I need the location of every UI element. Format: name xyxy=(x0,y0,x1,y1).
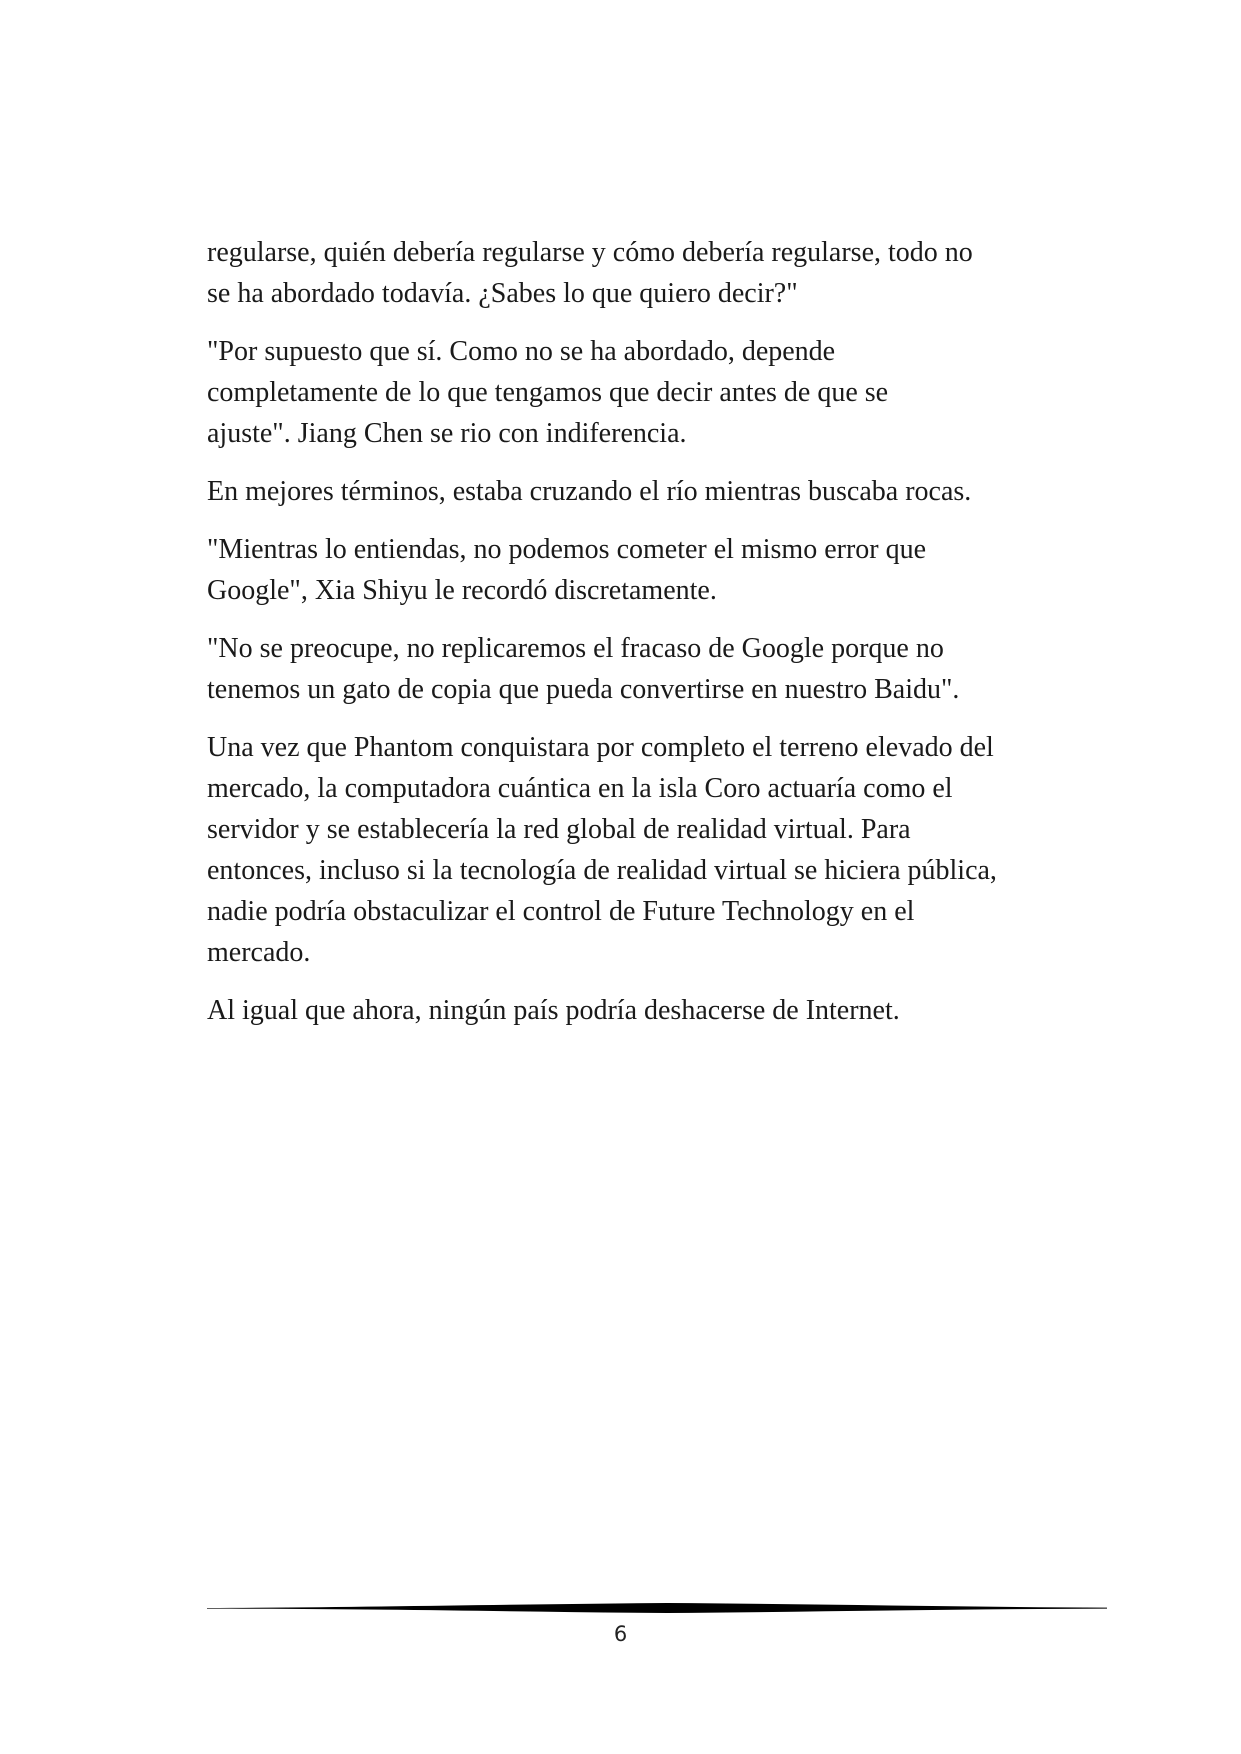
text-line: nadie podría obstaculizar el control de Future Technology en el xyxy=(207,896,915,927)
paragraph xyxy=(207,331,1087,454)
body-text xyxy=(207,232,1087,1048)
text-line: En mejores términos, estaba cruzando el río mientras buscaba rocas. xyxy=(207,476,972,507)
text-line: tenemos un gato de copia que pueda convertirse en nuestro Baidu". xyxy=(207,674,960,705)
paragraph xyxy=(207,232,1087,314)
text-line: "No se preocupe, no replicaremos el fracaso de Google porque no xyxy=(207,633,944,664)
text-line: ajuste". Jiang Chen se rio con indiferencia. xyxy=(207,418,687,449)
footer-rule xyxy=(207,1600,1107,1616)
text-line: mercado, la computadora cuántica en la isla Coro actuaría como el xyxy=(207,773,953,804)
text-line: servidor y se establecería la red global de realidad virtual. Para xyxy=(207,814,911,845)
paragraph xyxy=(207,727,1087,973)
text-line: "Por supuesto que sí. Como no se ha abordado, depende xyxy=(207,336,836,367)
paragraph xyxy=(207,529,1087,611)
text-line: se ha abordado todavía. ¿Sabes lo que quiero decir?" xyxy=(207,278,798,309)
text-line: Al igual que ahora, ningún país podría deshacerse de Internet. xyxy=(207,995,900,1026)
text-line: mercado. xyxy=(207,937,311,968)
text-line: regularse, quién debería regularse y cómo debería regularse, todo no xyxy=(207,237,973,268)
text-line: Una vez que Phantom conquistara por completo el terreno elevado del xyxy=(207,732,994,763)
text-line: completamente de lo que tengamos que decir antes de que se xyxy=(207,377,889,408)
text-line: entonces, incluso si la tecnología de realidad virtual se hiciera pública, xyxy=(207,855,997,886)
page-number: 6 xyxy=(613,1622,628,1646)
text-line: Google", Xia Shiyu le recordó discretamente. xyxy=(207,575,717,606)
text-line: "Mientras lo entiendas, no podemos cometer el mismo error que xyxy=(207,534,927,565)
paragraph xyxy=(207,471,1087,512)
paragraph xyxy=(207,628,1087,710)
paragraph xyxy=(207,990,1087,1031)
